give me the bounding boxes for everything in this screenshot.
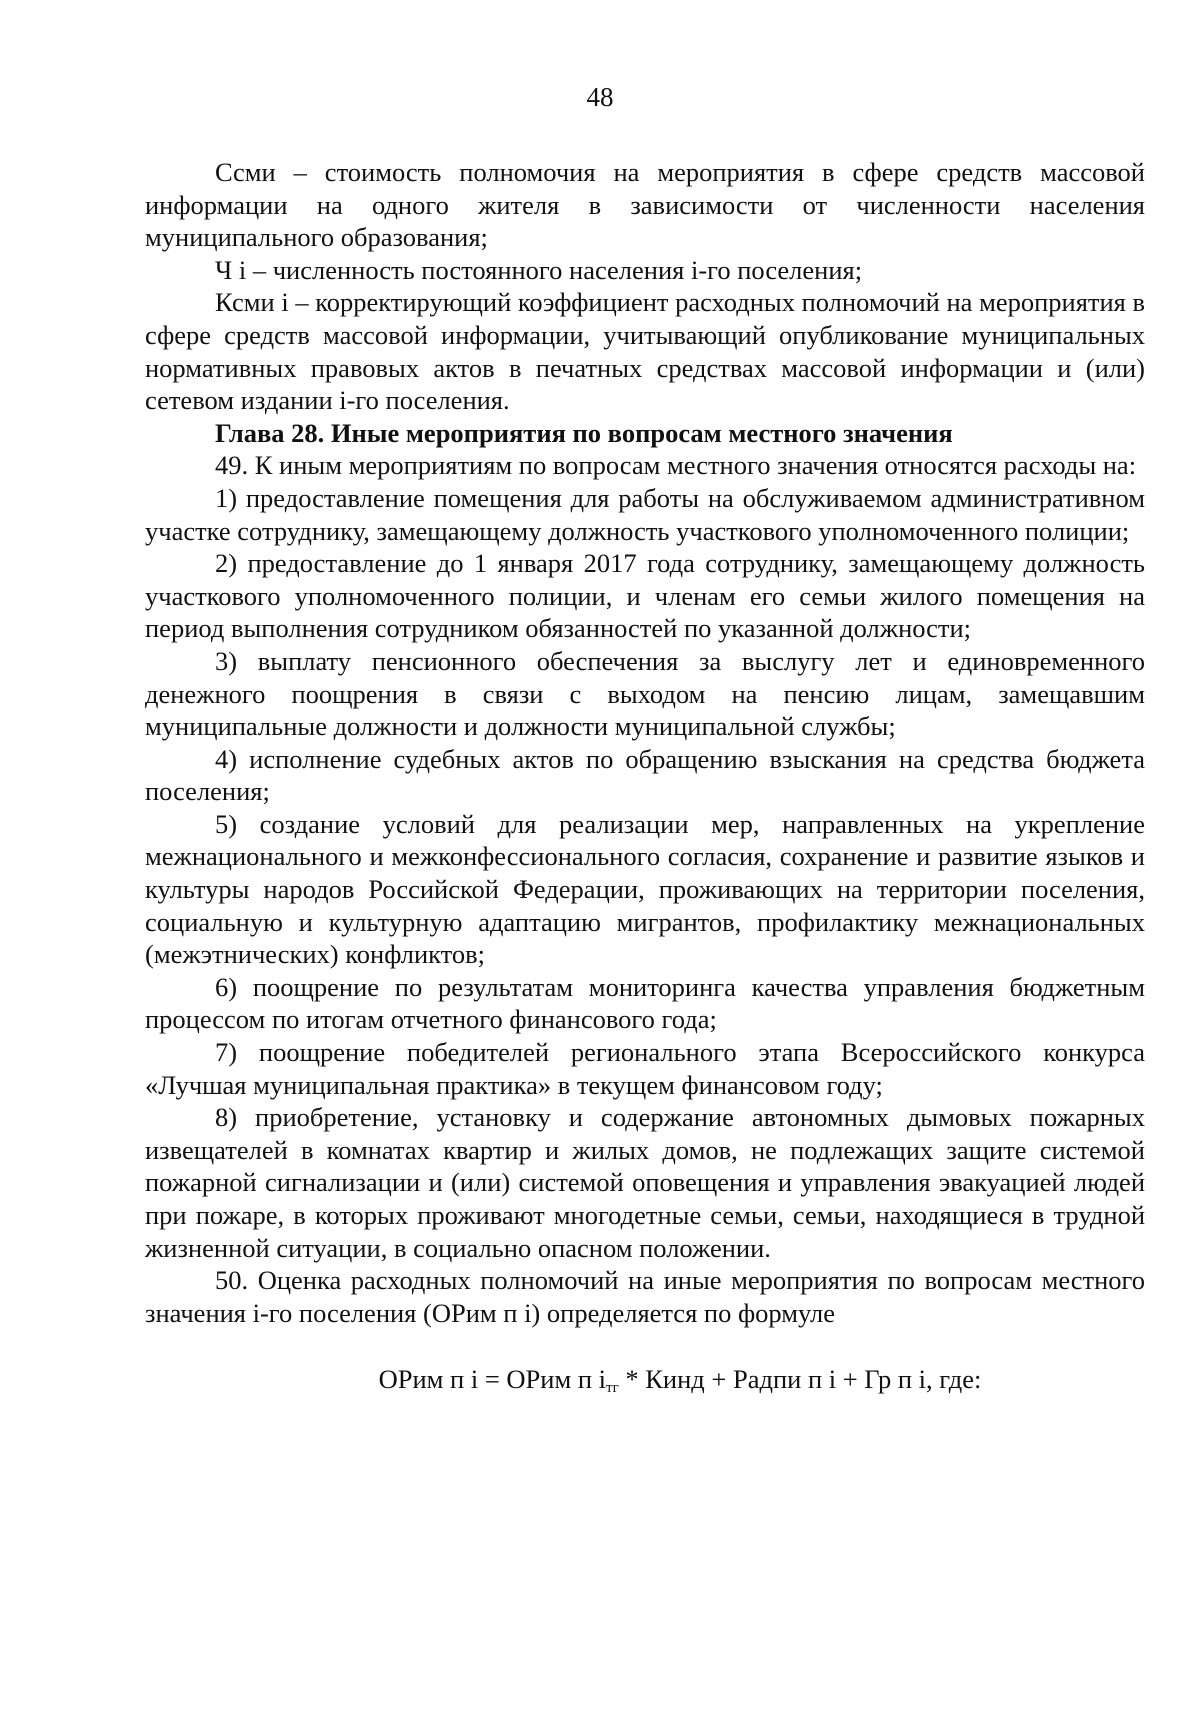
formula — [145, 1363, 1145, 1405]
page-number: 48 — [586, 82, 614, 112]
list-item: 3) выплату пенсионного обеспечения за выслугу лет и единовременного денежного поощрения в связи с выходом на пенсию лицам, замещавшим муниципальные должности и должности муниципальной службы; — [145, 645, 1145, 742]
definition-chi: Ч i – численность постоянного населения i-го поселения; — [215, 254, 863, 285]
list-item: 1) предоставление помещения для работы на обслуживаемом административном участке сотруднику, замещающему должность участкового уполномоченного полиции; — [145, 482, 1145, 546]
section-49-intro: 49. К иным мероприятиям по вопросам местного значения относятся расходы на: — [215, 450, 1137, 481]
definition-ssmi: Ссми – стоимость полномочия на мероприятия в сфере средств массовой информации на одного жителя в зависимости от численности населения муниципального образования; — [145, 157, 1145, 253]
list-item: 4) исполнение судебных актов по обращению взыскания на средства бюджета поселения; — [145, 743, 1145, 807]
formula-left: ОРим п i = ОРим п i — [378, 1364, 607, 1395]
list-item: 7) поощрение победителей регионального этапа Всероссийского конкурса «Лучшая муниципальная практика» в текущем финансовом году; — [145, 1037, 1145, 1100]
section-50-text: 50. Оценка расходных полномочий на иные мероприятия по вопросам местного значения i-го поселения (ОРим п i) определяется по формуле — [145, 1265, 1145, 1328]
page-content — [145, 156, 1145, 1405]
formula-right: * Кинд + Радпи п i + Гр п i, где: — [618, 1364, 982, 1395]
list-item: 8) приобретение, установку и содержание автономных дымовых пожарных извещателей в комнатах квартир и жилых домов, не подлежащих защите системой пожарной сигнализации и (или) системой оповещения и управления эвакуацией людей при пожаре, в которых проживают многодетные семьи, семьи, находящиеся в трудной жизненной ситуации, в социально опасном положении. — [145, 1102, 1145, 1263]
list-item: 6) поощрение по результатам мониторинга качества управления бюджетным процессом по итогам отчетного финансового года; — [145, 971, 1145, 1035]
chapter-heading: Глава 28. Иные мероприятия по вопросам местного значения — [215, 417, 953, 448]
definition-ksmi: Ксми i – корректирующий коэффициент расходных полномочий на мероприятия в сфере средств массовой информации, учитывающий опубликование муниципальных нормативных правовых актов в печатных средствах массовой информации и (или) сетевом издании i-го поселения. — [145, 287, 1145, 416]
formula-subscript: тг — [606, 1380, 619, 1397]
list-item: 2) предоставление до 1 января 2017 года сотруднику, замещающему должность участкового уполномоченного полиции, и членам его семьи жилого помещения на период выполнения сотрудником обязанностей по указанной должности; — [145, 548, 1145, 644]
list-item: 5) создание условий для реализации мер, направленных на укрепление межнационального и межконфессионального согласия, сохранение и развитие языков и культуры народов Российской Федерации, проживающих на территории поселения, социальную и культурную адаптацию мигрантов, профилактику межнациональных (межэтнических) конфликтов; — [145, 808, 1145, 970]
